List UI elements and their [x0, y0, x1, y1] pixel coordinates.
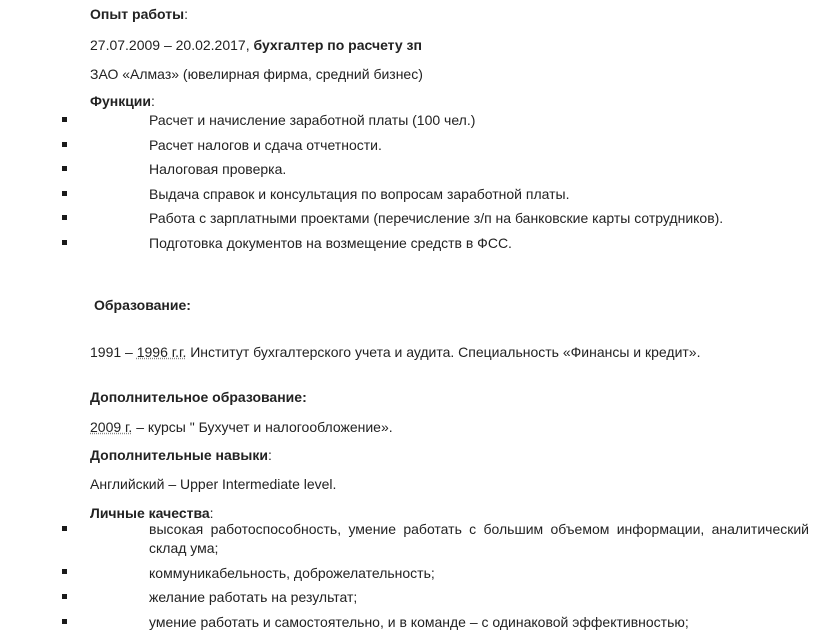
bullet-icon — [62, 526, 67, 531]
qualities-heading-label: Личные качества — [90, 505, 210, 521]
experience-dates: 27.07.2009 – 20.02.2017, — [90, 37, 254, 53]
list-item: Работа с зарплатными проектами (перечисление з/п на банковские карты сотрудников). — [149, 210, 724, 226]
experience-company: ЗАО «Алмаз» (ювелирная фирма, средний бизнес) — [90, 66, 423, 82]
experience-dates-line — [90, 36, 422, 54]
additional-education-year: 2009 г. — [90, 419, 133, 435]
qualities-heading-colon: : — [209, 505, 214, 521]
additional-education-heading: Дополнительное образование: — [90, 389, 307, 405]
list-item: высокая работоспособность, умение работать с большим объемом информации, аналитический склад ума; — [149, 521, 809, 556]
additional-education-line — [90, 418, 393, 436]
additional-education-text: – курсы " Бухучет и налогообложение». — [132, 419, 393, 435]
bullet-icon — [62, 240, 67, 245]
skills-heading-label: Дополнительные навыки — [90, 447, 268, 463]
functions-heading-colon: : — [151, 93, 155, 109]
experience-heading — [90, 5, 188, 23]
bullet-icon — [62, 117, 67, 122]
bullet-icon — [62, 215, 67, 220]
list-item: Расчет налогов и сдача отчетности. — [149, 137, 382, 153]
list-item: Подготовка документов на возмещение средств в ФСС. — [149, 235, 512, 251]
education-text: Институт бухгалтерского учета и аудита. Специальность «Финансы и кредит». — [186, 344, 701, 360]
education-line — [90, 343, 701, 361]
bullet-icon — [62, 191, 67, 196]
skills-text: Английский – Upper Intermediate level. — [90, 476, 337, 492]
list-item: умение работать и самостоятельно, и в команде – с одинаковой эффективностью; — [149, 614, 689, 630]
skills-heading — [90, 446, 272, 464]
experience-heading-colon: : — [184, 6, 188, 22]
list-item: Выдача справок и консультация по вопросам заработной платы. — [149, 186, 570, 202]
functions-heading-label: Функции — [90, 93, 152, 109]
education-years-start: 1991 – — [90, 344, 137, 360]
bullet-icon — [62, 569, 67, 574]
education-heading: Образование: — [94, 297, 191, 313]
list-item: коммуникабельность, доброжелательность; — [149, 565, 435, 581]
list-item: Налоговая проверка. — [149, 161, 287, 177]
functions-heading — [90, 92, 155, 110]
list-item: желание работать на результат; — [149, 589, 358, 605]
bullet-icon — [62, 166, 67, 171]
bullet-icon — [62, 594, 67, 599]
education-years-end: 1996 г.г. — [136, 344, 187, 360]
experience-heading-label: Опыт работы — [90, 6, 185, 22]
list-item: Расчет и начисление заработной платы (100 чел.) — [149, 112, 476, 128]
skills-heading-colon: : — [267, 447, 272, 463]
bullet-icon — [62, 619, 67, 624]
bullet-icon — [62, 142, 67, 147]
experience-position: бухгалтер по расчету зп — [253, 37, 422, 53]
